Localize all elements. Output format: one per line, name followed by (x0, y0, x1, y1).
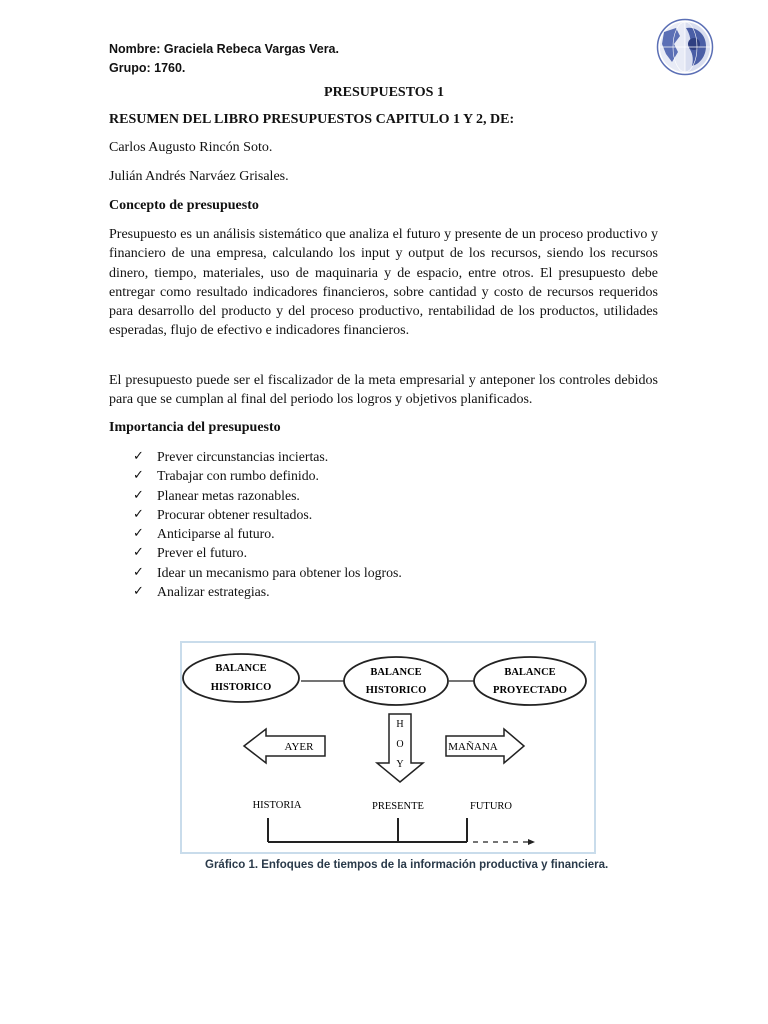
node-label: BALANCE (215, 663, 267, 674)
time-approach-diagram (180, 641, 596, 854)
timeline-arrowhead-icon (528, 839, 535, 845)
node-label: PROYECTADO (493, 685, 567, 696)
balance-node-historic-left (183, 654, 299, 702)
student-group: Grupo: 1760. (109, 61, 186, 75)
list-item: ✓ Planear metas razonables. (133, 486, 402, 505)
timeline-label-present: PRESENTE (372, 801, 424, 812)
node-label: HISTORICO (210, 682, 272, 693)
student-name: Nombre: Graciela Rebeca Vargas Vera. (109, 42, 339, 56)
checkmark-icon: ✓ (133, 584, 144, 600)
section-heading-concept: Concepto de presupuesto (109, 198, 259, 213)
document-title: PRESUPUESTOS 1 (324, 85, 444, 100)
list-item: ✓ Trabajar con rumbo definido. (133, 466, 402, 485)
list-item: ✓ Idear un mecanismo para obtener los logros. (133, 563, 402, 582)
checkmark-icon: ✓ (133, 487, 144, 503)
node-label: BALANCE (370, 667, 422, 678)
list-item: ✓ Prever circunstancias inciertas. (133, 447, 402, 466)
arrow-letter: H (396, 719, 404, 730)
concept-paragraph: Presupuesto es un análisis sistemático que analiza el futuro y presente de un proceso productivo y financiero de una empresa, calculando los input y output de los recursos, siendo los recursos dinero, tiempo, materiales, uso de maquinaria y de espacio, entre otros. El presupuesto debe entregar como resultado indicadores financieros, sobre cantidad y costo de recursos requeridos para desarrollo del producto y del proceso productivo, rentabilidad de los productos, utilidades esperadas, flujo de efectivo e indicadores financieros. (109, 227, 658, 339)
university-seal-icon (656, 18, 714, 76)
author-2: Julián Andrés Narváez Grisales. (109, 169, 289, 184)
checkmark-icon: ✓ (133, 506, 144, 522)
checkmark-icon: ✓ (133, 526, 144, 542)
node-label: BALANCE (504, 667, 556, 678)
list-item: ✓ Prever el futuro. (133, 543, 402, 562)
checkmark-icon: ✓ (133, 545, 144, 561)
checkmark-icon: ✓ (133, 449, 144, 464)
arrow-letter: Y (396, 759, 404, 770)
timeline-label-history: HISTORIA (252, 800, 302, 811)
list-item: ✓ Procurar obtener resultados. (133, 505, 402, 524)
arrow-label-tomorrow: MAÑANA (448, 741, 498, 753)
section-heading-importance: Importancia del presupuesto (109, 420, 281, 435)
checkmark-icon: ✓ (133, 468, 144, 484)
balance-node-historic-center (344, 657, 448, 705)
list-item: ✓ Analizar estrategias. (133, 582, 402, 601)
timeline-label-future: FUTURO (469, 801, 513, 812)
balance-node-projected (474, 657, 586, 705)
author-1: Carlos Augusto Rincón Soto. (109, 140, 273, 155)
arrow-letter: O (396, 739, 404, 750)
importance-list (133, 447, 402, 601)
node-label: HISTORICO (365, 685, 427, 696)
document-subtitle: RESUMEN DEL LIBRO PRESUPUESTOS CAPITULO 1 Y 2, DE: (109, 112, 515, 127)
list-item: ✓ Anticiparse al futuro. (133, 524, 402, 543)
checkmark-icon: ✓ (133, 564, 144, 580)
arrow-label-yesterday: AYER (284, 741, 314, 753)
fiscal-paragraph: El presupuesto puede ser el fiscalizador de la meta empresarial y anteponer los controles debidos para que se cumplan al final del periodo los logros y objetivos planificados. (109, 373, 658, 408)
figure-caption: Gráfico 1. Enfoques de tiempos de la información productiva y financiera. (205, 859, 609, 871)
